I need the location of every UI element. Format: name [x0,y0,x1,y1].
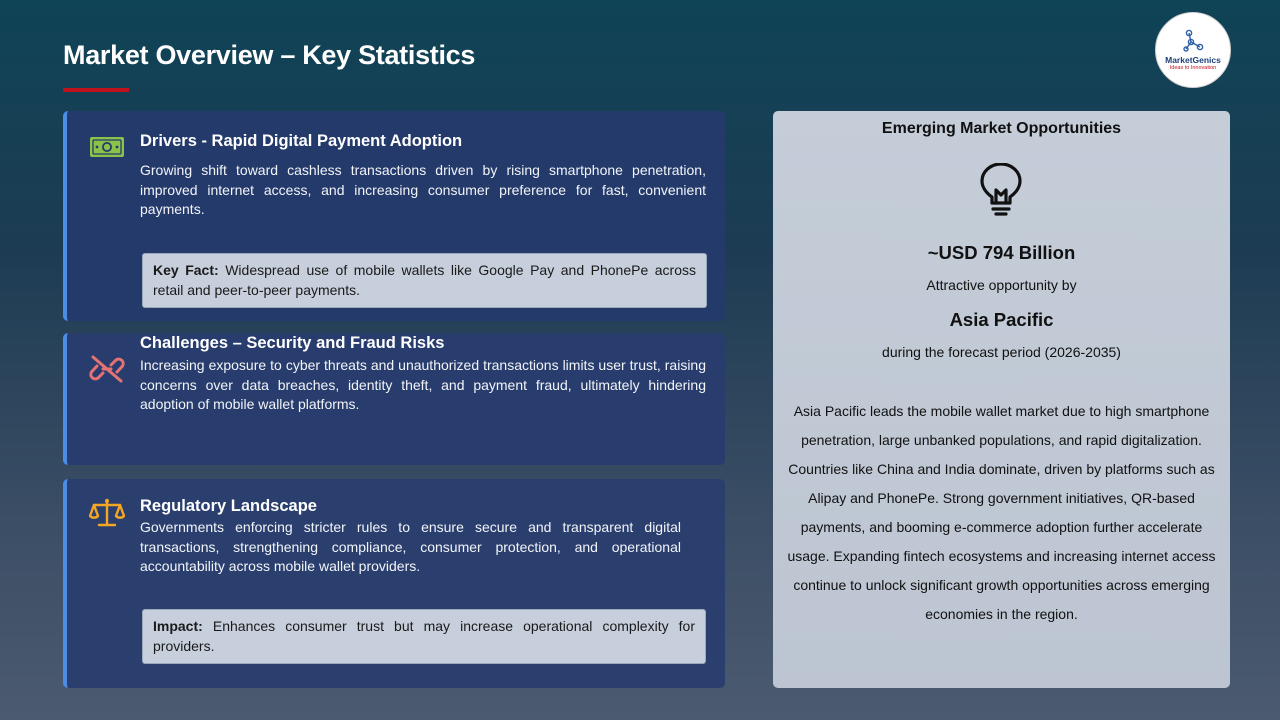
logo-name: MarketGenics [1165,55,1221,65]
key-fact-text: Widespread use of mobile wallets like Google Pay and PhonePe across retail and peer-to-peer payments. [153,262,697,298]
key-fact-label: Key Fact: [153,262,219,278]
title-underline [63,88,129,92]
lightbulb-icon [977,163,1025,217]
scales-icon [89,497,125,529]
panel-subtitle: Attractive opportunity by [926,277,1077,293]
impact-text: Enhances consumer trust but may increase operational complexity for providers. [153,618,696,654]
regulatory-card [63,479,725,688]
challenges-body: Increasing exposure to cyber threats and unauthorized transactions limits user trust, raising concerns over data breaches, identity theft, and payment fraud, ultimately hindering adoption of mobile wallet platforms. [140,357,706,412]
challenges-card [63,333,725,465]
page-title: Market Overview – Key Statistics [63,40,476,70]
key-fact-box [142,253,707,308]
challenges-heading: Challenges – Security and Fraud Risks [140,334,445,352]
impact-box [142,609,706,664]
broken-link-icon [89,353,125,385]
drivers-card [63,111,725,321]
logo-tagline: Ideas to Innovation [1169,65,1217,71]
company-logo [1155,12,1231,88]
money-icon [89,131,125,163]
regulatory-heading: Regulatory Landscape [140,497,317,515]
impact-label: Impact: [153,618,203,634]
panel-description: Asia Pacific leads the mobile wallet market due to high smartphone penetration, large unbanked populations, and rapid digitalization. Countries like China and India dominate, driven by platforms such as Alipay and PhonePe. Strong government initiatives, QR-based payments, and booming e-commerce adoption further accelerate usage. Expanding fintech ecosystems and increasing internet access continue to unlock significant growth opportunities across emerging economies in the region. [787,403,1216,622]
panel-heading: Emerging Market Opportunities [881,120,1122,137]
drivers-heading: Drivers - Rapid Digital Payment Adoption [140,132,463,150]
drivers-body: Growing shift toward cashless transactions driven by rising smartphone penetration, improved internet access, and increasing consumer preference for fast, convenient payments. [140,162,706,217]
regulatory-body: Governments enforcing stricter rules to ensure secure and transparent digital transactions, strengthening compliance, consumer protection, and operational accountability across mobile wallet providers. [140,519,681,574]
network-logo-icon [1182,29,1204,53]
forecast-period: during the forecast period (2026-2035) [882,344,1121,360]
region-name: Asia Pacific [949,309,1054,330]
opportunity-panel [773,111,1230,688]
market-value: ~USD 794 Billion [927,242,1076,263]
